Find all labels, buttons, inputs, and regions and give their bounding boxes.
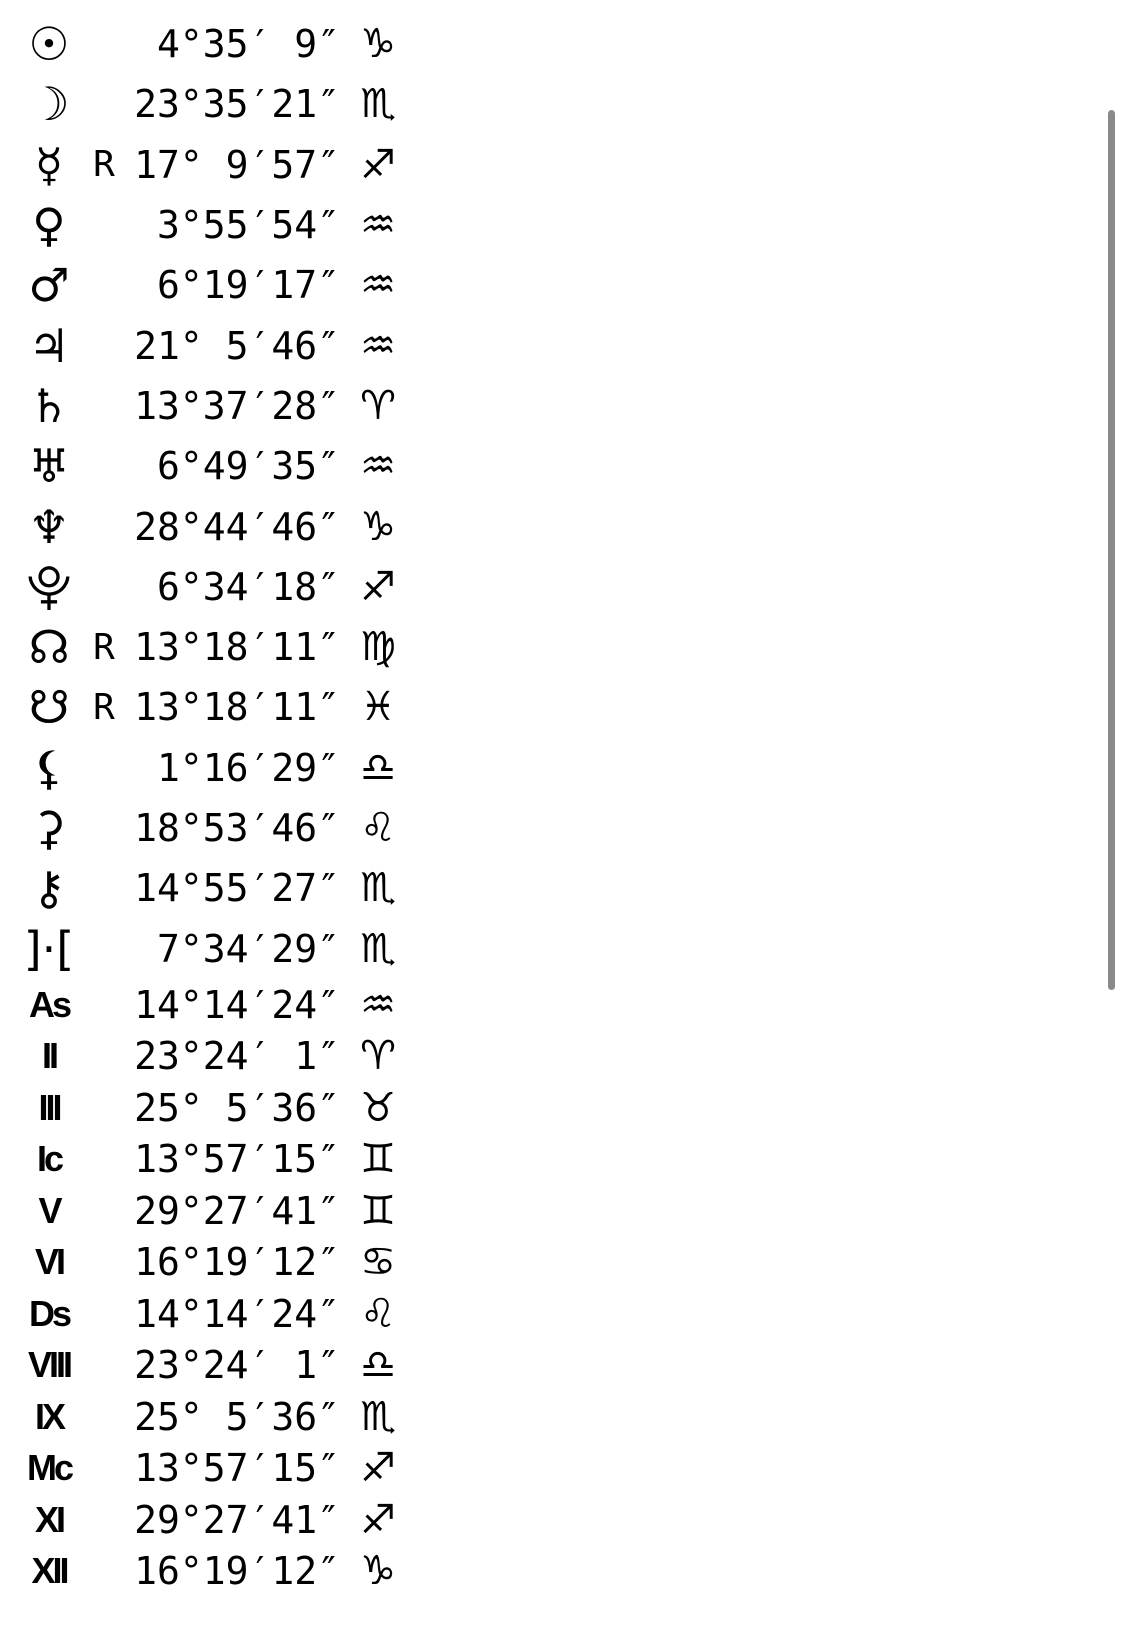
house-row-8 [20,1339,440,1391]
aquarius-icon: ♒ [360,981,396,1028]
gemini-icon: ♊ [360,1187,396,1234]
house-label: VI [34,1241,63,1282]
sagittarius-icon: ♐ [360,563,396,610]
planet-row-sun [20,14,440,74]
position-value: 6°49′35″ [156,444,340,489]
position-value: 14°14′24″ [134,982,340,1027]
house-label: XI [34,1498,63,1540]
mercury-icon: ☿ [34,137,64,192]
sun-icon: ☉ [28,17,70,72]
scorpio-icon: ♏ [360,865,396,912]
position-value: 13°18′11″ [134,685,340,730]
planet-row-uranus [20,436,440,496]
house-row-midheaven [20,1442,440,1494]
position-value: 13°37′28″ [134,383,340,428]
sagittarius-icon: ♐ [360,1445,396,1491]
scorpio-icon: ♏ [360,925,396,972]
planet-row-neptune [20,496,440,556]
retrograde-marker: R [93,686,115,728]
position-value: 13°57′15″ [134,1446,340,1490]
position-value: 28°44′46″ [134,504,340,549]
planet-row-north-node [20,617,440,677]
aquarius-icon: ♒ [360,322,396,369]
venus-icon: ♀ [32,198,66,253]
planet-row-moon [20,74,440,134]
house-row-11 [20,1494,440,1546]
aries-icon: ♈ [360,1033,396,1079]
sagittarius-icon: ♐ [360,141,396,188]
house-label: II [41,1035,56,1076]
virgo-icon: ♍ [360,624,396,671]
house-label: VIII [27,1344,71,1385]
position-value: 16°19′12″ [134,1549,340,1593]
position-value: 13°57′15″ [134,1137,340,1181]
position-value: 6°34′18″ [156,564,340,609]
planet-row-pluto [20,557,440,617]
house-label: XII [31,1550,67,1591]
saturn-icon: ♄ [28,378,70,433]
house-row-6 [20,1236,440,1288]
position-value: 25° 5′36″ [134,1085,340,1130]
scorpio-icon: ♏ [360,1393,396,1440]
leo-icon: ♌ [360,1290,396,1337]
planet-row-mercury [20,135,440,195]
house-row-3 [20,1082,440,1134]
house-row-imum-coeli [20,1133,440,1185]
position-value: 23°24′ 1″ [134,1343,340,1387]
position-value: 21° 5′46″ [134,323,340,368]
leo-icon: ♌ [360,805,396,851]
chiron-icon: ⚷ [32,861,66,916]
moon-icon: ☽ [28,77,70,132]
position-value: 17° 9′57″ [134,142,340,187]
house-row-2 [20,1030,440,1082]
retrograde-marker: R [93,144,115,186]
house-label: V [38,1189,60,1231]
libra-icon: ♎ [360,744,396,791]
capricorn-icon: ♑ [360,21,396,68]
house-row-5 [20,1185,440,1237]
position-value: 1°16′29″ [156,745,340,790]
position-value: 13°18′11″ [134,625,340,670]
planet-row-south-node [20,677,440,737]
aquarius-icon: ♒ [360,202,396,249]
planet-row-lilith [20,738,440,798]
planet-row-saturn [20,376,440,436]
south-node-icon: ☋ [28,680,70,735]
neptune-icon: ♆ [28,499,70,554]
house-row-ascendant [20,979,440,1031]
vertex-icon: ]·[ [23,921,75,976]
aquarius-icon: ♒ [360,262,396,309]
pluto-icon: ⯓ [26,559,72,614]
libra-icon: ♎ [360,1342,396,1388]
position-value: 3°55′54″ [156,203,340,248]
house-label: III [38,1086,60,1128]
position-value: 14°14′24″ [134,1291,340,1336]
retrograde-marker: R [93,626,115,668]
vertical-scrollbar[interactable] [1108,110,1115,990]
capricorn-icon: ♑ [360,1548,396,1594]
cancer-icon: ♋ [360,1239,396,1285]
lilith-icon: ⚸ [32,740,66,795]
position-value: 18°53′46″ [134,806,340,850]
scorpio-icon: ♏ [360,81,396,128]
taurus-icon: ♉ [360,1084,396,1131]
planet-row-ceres [20,798,440,858]
pisces-icon: ♓ [360,684,396,731]
planet-row-venus [20,195,440,255]
house-label: Ds [28,1292,70,1334]
house-label: IX [34,1395,63,1437]
position-value: 4°35′ 9″ [156,22,340,67]
house-label: As [28,983,70,1025]
uranus-icon: ♅ [28,439,70,494]
planet-row-mars [20,255,440,315]
house-row-12 [20,1545,440,1597]
sagittarius-icon: ♐ [360,1496,396,1543]
gemini-icon: ♊ [360,1136,396,1182]
ceres-icon: ⚳ [32,801,66,855]
planet-row-jupiter [20,315,440,375]
position-value: 6°19′17″ [156,263,340,308]
aries-icon: ♈ [360,382,396,429]
house-row-9 [20,1391,440,1443]
mars-icon: ♂ [28,258,70,313]
house-label: Ic [36,1138,62,1179]
planet-row-vertex [20,918,440,978]
house-row-descendant [20,1288,440,1340]
north-node-icon: ☊ [28,620,70,675]
position-value: 29°27′41″ [134,1497,340,1542]
jupiter-icon: ♃ [28,318,70,373]
position-value: 23°35′21″ [134,82,340,127]
house-label: Mc [26,1447,71,1488]
position-value: 23°24′ 1″ [134,1034,340,1078]
position-value: 7°34′29″ [156,926,340,971]
position-value: 25° 5′36″ [134,1394,340,1439]
capricorn-icon: ♑ [360,503,396,550]
position-value: 29°27′41″ [134,1188,340,1233]
positions-table [20,14,440,1597]
position-value: 16°19′12″ [134,1240,340,1284]
position-value: 14°55′27″ [134,866,340,911]
aquarius-icon: ♒ [360,443,396,490]
planet-row-chiron [20,858,440,918]
